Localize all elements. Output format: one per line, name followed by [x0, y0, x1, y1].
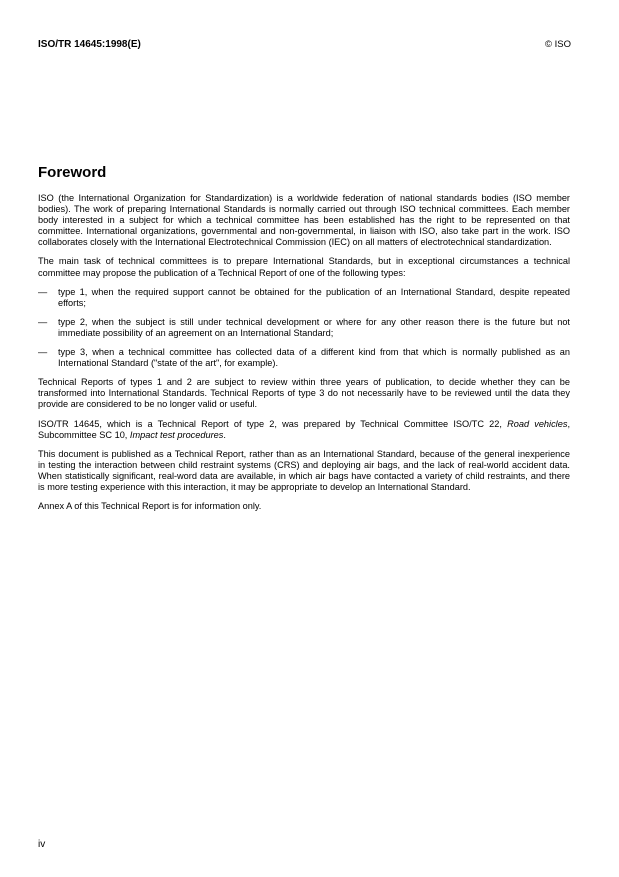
list-item — [38, 287, 570, 309]
page-number: iv — [38, 839, 46, 850]
document-id: ISO/TR 14645:1998(E) — [38, 39, 141, 50]
list-item-text: type 3, when a technical committee has collected data of a different kind from that which is normally published as an International Standard ("state of the art", for example). — [58, 347, 570, 369]
preparation-text-3: . — [223, 429, 226, 440]
paragraph-main-task: The main task of technical committees is to prepare International Standards, but in exceptional circumstances a technical committee may propose the publication of a Technical Report of one of the following types: — [38, 256, 570, 278]
dash-bullet: — — [38, 347, 48, 358]
list-item-text: type 1, when the required support cannot be obtained for the publication of an International Standard, despite repeated efforts; — [58, 286, 570, 308]
paragraph-preparation — [38, 419, 570, 441]
page-title: Foreword — [38, 164, 107, 181]
paragraph-intro: ISO (the International Organization for Standardization) is a worldwide federation of national standards bodies (ISO member bodies). The work of preparing International Standards is normally carried out through ISO technical committees. Each member body interested in a subject for which a technical committee has been established has the right to be represented on that committee. International organizations, governmental and non-governmental, in liaison with ISO, also take part in the work. ISO collaborates closely with the International Electrotechnical Commission (IEC) on all matters of electrotechnical standardization. — [38, 193, 570, 248]
dash-bullet: — — [38, 316, 48, 327]
list-item — [38, 317, 570, 339]
preparation-text-1: ISO/TR 14645, which is a Technical Report of type 2, was prepared by Technical Committee ISO/TC 22, — [38, 418, 508, 429]
foreword-body — [38, 193, 570, 520]
preparation-text-2: , Subcommittee SC 10, — [38, 418, 570, 440]
committee-name: Road vehicles — [507, 418, 568, 429]
paragraph-annex: Annex A of this Technical Report is for information only. — [38, 501, 262, 512]
list-item-text: type 2, when the subject is still under technical development or where for any other reason there is the future but not immediate possibility of an agreement on an International Standard; — [58, 316, 570, 338]
subcommittee-name: Impact test procedures — [129, 429, 224, 440]
paragraph-rationale: This document is published as a Technical Report, rather than as an International Standard, because of the general inexperience in testing the interaction between child restraint systems (CRS) and deploying air bags, and the lack of real-world accident data. When statistically significant, real-word data are available, in which air bags have contacted a variety of child restraints, and there is more testing experience with this interaction, it may be appropriate to develop an International Standard. — [38, 448, 570, 492]
paragraph-review: Technical Reports of types 1 and 2 are subject to review within three years of publication, to decide whether they can be transformed into International Standards. Technical Reports of type 3 do not necessarily have to be reviewed until the data they provide are considered to be no longer valid or useful. — [38, 377, 570, 410]
list-item — [38, 347, 570, 369]
copyright-notice: © ISO — [544, 39, 571, 50]
dash-bullet: — — [38, 286, 48, 297]
